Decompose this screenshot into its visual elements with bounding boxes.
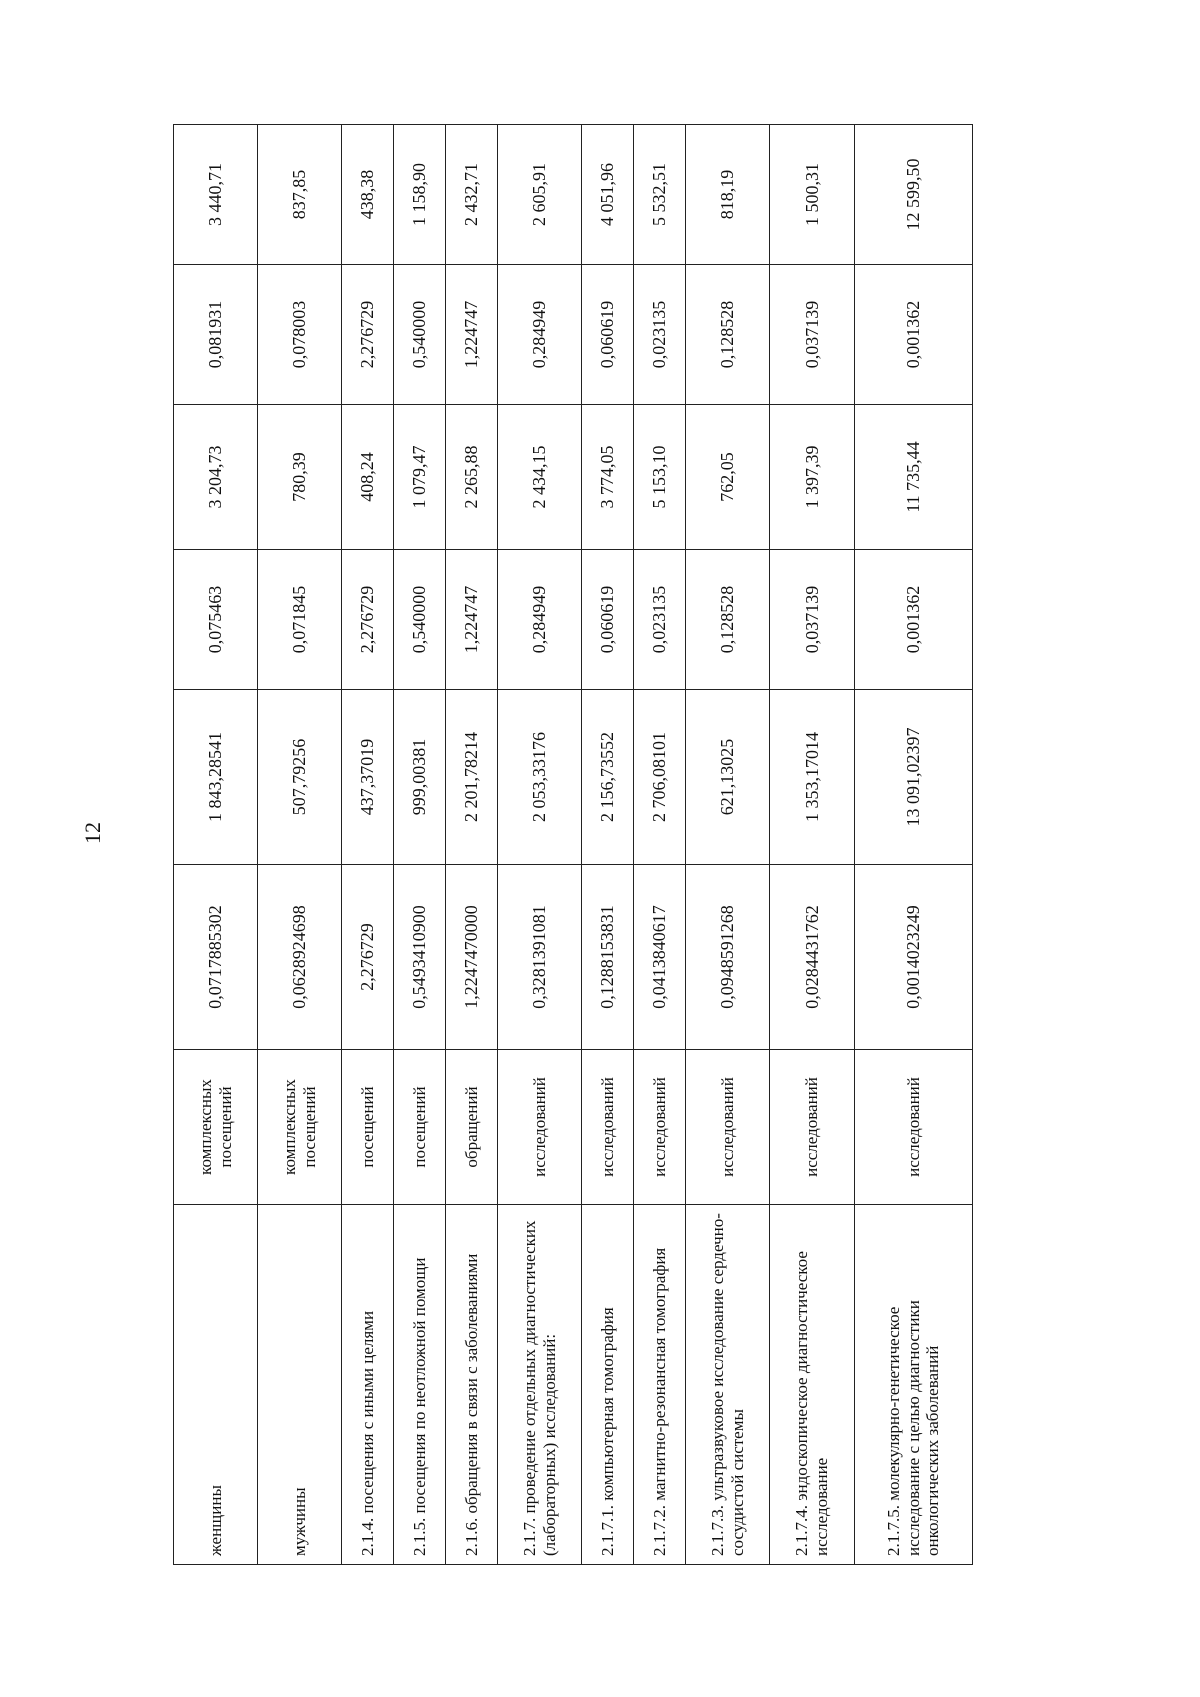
value-cell-2: 2 706,08101 — [634, 690, 686, 865]
row-name-cell: 2.1.4. посещения с иными целями — [342, 1205, 394, 1565]
value-cell-3: 0,037139 — [770, 550, 854, 690]
value-cell-4: 11 735,44 — [854, 405, 972, 550]
value-cell-4: 1 397,39 — [770, 405, 854, 550]
table-row — [498, 125, 582, 1565]
value-cell-1: 2,276729 — [342, 865, 394, 1050]
row-name-cell: женщины — [174, 1205, 258, 1565]
value-cell-4: 2 434,15 — [498, 405, 582, 550]
value-cell-4: 1 079,47 — [394, 405, 446, 550]
value-cell-1: 0,1288153831 — [582, 865, 634, 1050]
value-cell-2: 507,79256 — [258, 690, 342, 865]
value-cell-1: 0,3281391081 — [498, 865, 582, 1050]
value-cell-4: 780,39 — [258, 405, 342, 550]
table-row — [582, 125, 634, 1565]
value-cell-5: 0,060619 — [582, 265, 634, 405]
table-row — [446, 125, 498, 1565]
row-name-cell: 2.1.7. проведение отдельных диагностических (лабораторных) исследований: — [498, 1205, 582, 1565]
rotated-table-wrapper — [173, 125, 973, 1565]
value-cell-6: 1 158,90 — [394, 125, 446, 265]
value-cell-6: 818,19 — [686, 125, 770, 265]
value-cell-5: 0,078003 — [258, 265, 342, 405]
unit-cell: посещений — [342, 1050, 394, 1205]
value-cell-3: 0,075463 — [174, 550, 258, 690]
value-cell-4: 2 265,88 — [446, 405, 498, 550]
value-cell-6: 2 605,91 — [498, 125, 582, 265]
row-name-cell: 2.1.7.5. молекулярно-генетическое исследование с целью диагностики онкологических заболеваний — [854, 1205, 972, 1565]
row-name-cell: 2.1.7.3. ультразвуковое исследование сердечно-сосудистой системы — [686, 1205, 770, 1565]
value-cell-4: 5 153,10 — [634, 405, 686, 550]
unit-cell: посещений — [394, 1050, 446, 1205]
unit-cell: комплексных посещений — [258, 1050, 342, 1205]
value-cell-2: 2 053,33176 — [498, 690, 582, 865]
value-cell-6: 2 432,71 — [446, 125, 498, 265]
value-cell-3: 0,540000 — [394, 550, 446, 690]
value-cell-1: 0,5493410900 — [394, 865, 446, 1050]
value-cell-1: 0,0717885302 — [174, 865, 258, 1050]
unit-cell: исследований — [582, 1050, 634, 1205]
value-cell-5: 0,128528 — [686, 265, 770, 405]
value-cell-2: 2 156,73552 — [582, 690, 634, 865]
value-cell-6: 837,85 — [258, 125, 342, 265]
value-cell-6: 12 599,50 — [854, 125, 972, 265]
value-cell-5: 0,284949 — [498, 265, 582, 405]
value-cell-1: 0,0284431762 — [770, 865, 854, 1050]
value-cell-6: 5 532,51 — [634, 125, 686, 265]
value-cell-2: 621,13025 — [686, 690, 770, 865]
row-name-cell: 2.1.7.4. эндоскопическое диагностическое исследование — [770, 1205, 854, 1565]
data-table — [173, 124, 973, 1565]
value-cell-5: 0,081931 — [174, 265, 258, 405]
value-cell-3: 0,071845 — [258, 550, 342, 690]
unit-cell: исследований — [634, 1050, 686, 1205]
value-cell-3: 1,224747 — [446, 550, 498, 690]
table-body — [174, 125, 973, 1565]
table-row — [174, 125, 258, 1565]
value-cell-4: 3 204,73 — [174, 405, 258, 550]
unit-cell: исследований — [498, 1050, 582, 1205]
value-cell-3: 0,284949 — [498, 550, 582, 690]
page-number: 12 — [80, 822, 105, 844]
row-name-cell: 2.1.5. посещения по неотложной помощи — [394, 1205, 446, 1565]
value-cell-5: 0,023135 — [634, 265, 686, 405]
value-cell-3: 0,128528 — [686, 550, 770, 690]
value-cell-5: 0,037139 — [770, 265, 854, 405]
value-cell-1: 0,0014023249 — [854, 865, 972, 1050]
value-cell-4: 762,05 — [686, 405, 770, 550]
unit-cell: комплексных посещений — [174, 1050, 258, 1205]
value-cell-1: 0,0628924698 — [258, 865, 342, 1050]
value-cell-2: 1 353,17014 — [770, 690, 854, 865]
table-row — [634, 125, 686, 1565]
table-row — [854, 125, 972, 1565]
unit-cell: обращений — [446, 1050, 498, 1205]
table-row — [342, 125, 394, 1565]
value-cell-6: 438,38 — [342, 125, 394, 265]
value-cell-5: 0,540000 — [394, 265, 446, 405]
value-cell-6: 4 051,96 — [582, 125, 634, 265]
table-row — [394, 125, 446, 1565]
value-cell-2: 2 201,78214 — [446, 690, 498, 865]
row-name-cell: мужчины — [258, 1205, 342, 1565]
value-cell-5: 1,224747 — [446, 265, 498, 405]
value-cell-2: 437,37019 — [342, 690, 394, 865]
value-cell-5: 0,001362 — [854, 265, 972, 405]
value-cell-6: 3 440,71 — [174, 125, 258, 265]
value-cell-3: 0,001362 — [854, 550, 972, 690]
value-cell-2: 13 091,02397 — [854, 690, 972, 865]
value-cell-5: 2,276729 — [342, 265, 394, 405]
table-row — [686, 125, 770, 1565]
value-cell-1: 0,0948591268 — [686, 865, 770, 1050]
unit-cell: исследований — [770, 1050, 854, 1205]
value-cell-6: 1 500,31 — [770, 125, 854, 265]
unit-cell: исследований — [686, 1050, 770, 1205]
row-name-cell: 2.1.7.2. магнитно-резонансная томография — [634, 1205, 686, 1565]
table-row — [770, 125, 854, 1565]
value-cell-3: 2,276729 — [342, 550, 394, 690]
value-cell-1: 1,2247470000 — [446, 865, 498, 1050]
value-cell-3: 0,023135 — [634, 550, 686, 690]
value-cell-2: 1 843,28541 — [174, 690, 258, 865]
unit-cell: исследований — [854, 1050, 972, 1205]
value-cell-4: 3 774,05 — [582, 405, 634, 550]
value-cell-1: 0,0413840617 — [634, 865, 686, 1050]
value-cell-4: 408,24 — [342, 405, 394, 550]
value-cell-3: 0,060619 — [582, 550, 634, 690]
value-cell-2: 999,00381 — [394, 690, 446, 865]
table-row — [258, 125, 342, 1565]
row-name-cell: 2.1.6. обращения в связи с заболеваниями — [446, 1205, 498, 1565]
row-name-cell: 2.1.7.1. компьютерная томография — [582, 1205, 634, 1565]
